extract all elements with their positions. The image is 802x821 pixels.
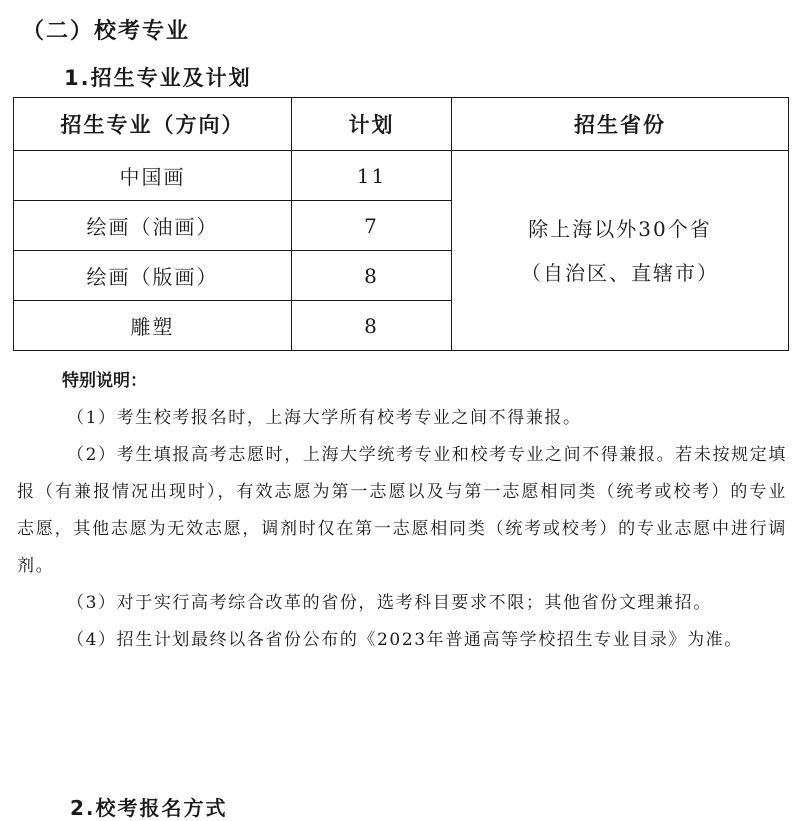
note-item-4: （4）招生计划最终以各省份公布的《2023年普通高等学校招生专业目录》为准。 bbox=[67, 630, 743, 650]
table-header-row bbox=[14, 98, 789, 151]
major-cell: 绘画（油画） bbox=[14, 201, 292, 251]
notes-heading: 特别说明： bbox=[62, 371, 147, 391]
sub-title: 1.招生专业及计划 bbox=[64, 66, 252, 90]
province-line-1: 除上海以外30个省 bbox=[528, 216, 712, 241]
major-cell: 雕塑 bbox=[14, 301, 292, 351]
major-cell: 绘画（版画） bbox=[14, 251, 292, 301]
province-line-2: （自治区、直辖市） bbox=[521, 260, 719, 285]
note-item-1: （1）考生校考报名时，上海大学所有校考专业之间不得兼报。 bbox=[67, 408, 582, 428]
enrollment-plan-table bbox=[13, 97, 789, 351]
notes-body bbox=[17, 400, 787, 659]
table-row bbox=[14, 151, 789, 201]
plan-cell: 8 bbox=[292, 251, 452, 301]
header-plan: 计划 bbox=[292, 98, 452, 151]
major-cell: 中国画 bbox=[14, 151, 292, 201]
plan-cell: 11 bbox=[292, 151, 452, 201]
section-title: （二）校考专业 bbox=[22, 19, 191, 44]
note-item-3: （3）对于实行高考综合改革的省份，选考科目要求不限；其他省份文理兼招。 bbox=[67, 593, 712, 613]
note-item-2: （2）考生填报高考志愿时，上海大学统考专业和校考专业之间不得兼报。若未按规定填报（有兼报情况出现时），有效志愿为第一志愿以及与第一志愿相同类（统考或校考）的专业志愿，其他志愿为无效志愿，调剂时仅在第一志愿相同类（统考或校考）的专业志愿中进行调剂。 bbox=[17, 445, 787, 576]
header-major: 招生专业（方向） bbox=[14, 98, 292, 151]
plan-cell: 8 bbox=[292, 301, 452, 351]
header-province: 招生省份 bbox=[452, 98, 789, 151]
next-section-heading: 2.校考报名方式 bbox=[70, 796, 228, 820]
province-cell bbox=[452, 151, 789, 351]
plan-cell: 7 bbox=[292, 201, 452, 251]
